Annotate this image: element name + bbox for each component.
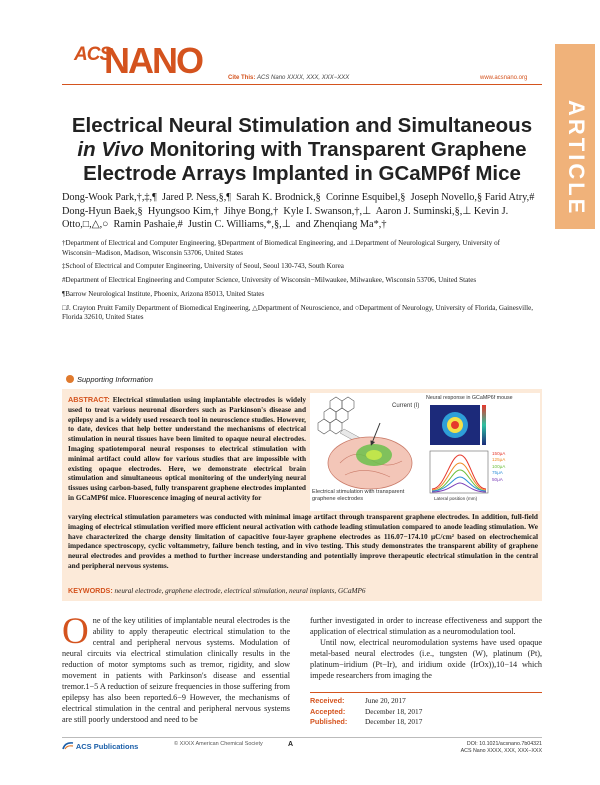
affiliation: †Department of Electrical and Computer Engineering, §Department of Biomedical Engineering, and ⊥Department of Neurological Surgery, University of Wisconsin−Madison, Madison, Wisconsin 53706, United States: [62, 239, 500, 257]
abstract-label: ABSTRACT:: [68, 395, 110, 404]
author[interactable]: Kyle I. Swanson,†,⊥: [283, 205, 372, 217]
keywords: [68, 586, 538, 595]
abstract-full: varying electrical stimulation parameters was conducted with minimal image artifact through transparent graphene electrodes. In addition, full-field imaging of electrical stimulation verified more efficient neural activation with cathode leading stimulation compared to anode leading stimulation. We have characterized the charge density limitation of capacitive four-layer graphene electrodes as 116.07−174.10 μC/cm² based on electrochemical impedance spectroscopy, cyclic voltammetry, failure bench testing, and in vivo testing. This study demonstrates the transparent ability of graphene neural electrodes and provides a method to further increase understanding and potentially improve therapeutic electrical stimulation in the central and peripheral nervous systems.: [68, 512, 538, 570]
date-value: December 18, 2017: [365, 706, 423, 716]
journal-reference: ACS Nano XXXX, XXX, XXX−XXX: [460, 748, 542, 754]
body-column-2: [310, 615, 542, 681]
author-list: [62, 191, 552, 232]
author[interactable]: Kevin J. Otto,□,△,○: [62, 205, 509, 230]
date-value: December 18, 2017: [365, 717, 423, 726]
cite-line: [228, 75, 349, 81]
legend-item: 150μA: [492, 451, 506, 456]
supporting-info-link[interactable]: [66, 375, 153, 384]
abstract-narrow: [68, 395, 306, 503]
author[interactable]: Sarah K. Brodnick,§: [236, 192, 321, 203]
cite-text: ACS Nano XXXX, XXX, XXX−XXX: [257, 75, 350, 81]
date-label: Published:: [310, 717, 348, 726]
dates-rule: [310, 692, 542, 693]
article-type-label: ARTICLE: [564, 100, 589, 217]
author[interactable]: Aaron J. Suminski,§,⊥: [375, 205, 472, 217]
affiliation: ¶Barrow Neurological Institute, Phoenix, Arizona 85013, United States: [62, 289, 265, 298]
graphene-lattice-icon: [318, 397, 354, 434]
drop-cap: O: [62, 611, 89, 652]
toc-xaxis-label: Lateral position (mm): [434, 496, 478, 501]
doi-link[interactable]: DOI: 10.1021/acsnano.7b04321: [466, 741, 542, 747]
date-value: June 20, 2017: [365, 696, 406, 705]
body-paragraph-2: further investigated in order to increase effectiveness and support the application of electrical stimulation as a neuromodulation tool.: [310, 616, 542, 636]
supporting-info-icon: [66, 375, 74, 383]
journal-web-link[interactable]: www.acsnano.org: [480, 75, 528, 81]
date-label: Received:: [310, 696, 345, 705]
author[interactable]: Dong-Wook Park,†,‡,¶: [62, 192, 157, 203]
author[interactable]: Justin C. Williams,*,§,⊥: [187, 219, 291, 230]
journal-logo-nano: NANO: [104, 40, 202, 81]
journal-logo-acs: ACS: [74, 44, 112, 65]
author[interactable]: and Zhenqiang Ma*,†: [295, 219, 387, 230]
author[interactable]: Corinne Esquibel,§: [325, 192, 406, 203]
copyright: © XXXX American Chemical Society: [174, 741, 263, 747]
author[interactable]: Ramin Pashaie,#: [113, 219, 183, 230]
paper-title: [62, 114, 542, 186]
affiliation: □J. Crayton Pruitt Family Department of Biomedical Engineering, △Department of Neuroscience, and ○Department of Neurology, University of Florida, Gainesville, Florida 32610, United States: [62, 303, 533, 322]
response-line-plot: [430, 451, 488, 493]
cite-label[interactable]: Cite This:: [228, 75, 256, 81]
toc-graphic: [310, 393, 540, 511]
date-label: Accepted:: [310, 706, 346, 716]
legend-item: 125μA: [492, 457, 506, 463]
affiliation: #Department of Electrical Engineering and Computer Science, University of Wisconsin−Milwaukee, Milwaukee, Wisconsin 53706, United States: [62, 276, 477, 285]
keywords-text: neural electrode, graphene electrode, electrical stimulation, neural implants, GCaMP6: [114, 587, 366, 595]
body-paragraph-3: Until now, electrical neuromodulation systems have used opaque metal-based neural electrodes (i.e., tungsten (W), platinum (Pt), platinum−iridium (Pt−Ir), and iridium oxide (IrOx)),10−14 which impede researchers from imaging the: [310, 638, 542, 680]
supporting-info-label: Supporting Information: [77, 375, 153, 384]
legend-item: 75μA: [492, 470, 503, 476]
publisher-swirl-icon: [62, 741, 74, 750]
doi-block: [422, 741, 542, 755]
publication-dates: [310, 696, 422, 728]
toc-legend: [492, 451, 505, 483]
title-part-1: Electrical Neural Stimulation and Simultaneous: [71, 114, 533, 137]
author[interactable]: Farid Atry,#: [484, 192, 535, 203]
publisher-name: ACS Publications: [75, 742, 139, 751]
toc-response-label: Neural response in GCaMP6f mouse: [426, 395, 513, 401]
affiliations: [62, 239, 542, 327]
page-number: A: [288, 741, 294, 748]
header-rule: [62, 84, 542, 85]
affiliation: ‡School of Electrical and Computer Engineering, University of Seoul, Seoul 130-743, South Korea: [62, 262, 344, 271]
author[interactable]: Hyungsoo Kim,†: [147, 205, 219, 217]
author[interactable]: Jihye Bong,†: [223, 205, 279, 217]
footer-rule: [62, 737, 542, 738]
legend-item: 100μA: [492, 463, 506, 469]
publisher-logo[interactable]: [62, 741, 138, 751]
author[interactable]: Joseph Novello,§: [410, 192, 483, 203]
author[interactable]: Dong-Hyun Baek,§: [62, 205, 143, 217]
toc-caption: Electrical stimulation with transparent graphene electrodes: [312, 489, 405, 502]
abstract-text-1: Electrical stimulation using implantable electrodes is widely used to treat various neuronal disorders such as Parkinson's disease and epilepsy and is a widely used research tool in neuroscience studies. However, to date, devices that help better understand the mechanisms of electrical stimulation in neural tissues have been limited to opaque neural electrodes. Imaging spatiotemporal neural responses to electrical stimulation with minimal artifact could allow for various studies that are impossible with existing opaque electrodes. Here, we demonstrate electrical brain stimulation and simultaneous optical monitoring of the underlying neural tissues using carbon-based, fully transparent graphene electrodes implanted in GCaMP6f mice. Fluorescence imaging of neural activity for: [68, 395, 306, 502]
keywords-label: KEYWORDS:: [68, 586, 113, 595]
title-italic: in Vivo: [77, 138, 144, 161]
author[interactable]: Jared P. Ness,§,¶: [161, 192, 231, 203]
title-part-2: Monitoring with Transparent Graphene Electrode Arrays Implanted in GCaMP6f Mice: [83, 138, 527, 185]
article-type-tab: [555, 44, 595, 229]
body-paragraph-1: ne of the key utilities of implantable neural electrodes is the ability to apply therapeutic electrical stimulation to the central and peripheral nervous systems. Modulation of neural circuits via electrical stimulation clinically results in the reduction of motor symptoms such as tremor, rigidity, and slow movement in patients with Parkinson's disease and essential tremor.1−5 A reduction of seizure frequencies in those suffering from epilepsy has also been reported.6−9 However, the mechanisms of electrical stimulation in the central and peripheral nervous systems are still poorly understood and need to be: [62, 616, 290, 724]
toc-current-label: Current (I): [392, 403, 420, 409]
body-column-1: [62, 611, 290, 725]
legend-item: 50μA: [492, 476, 503, 482]
